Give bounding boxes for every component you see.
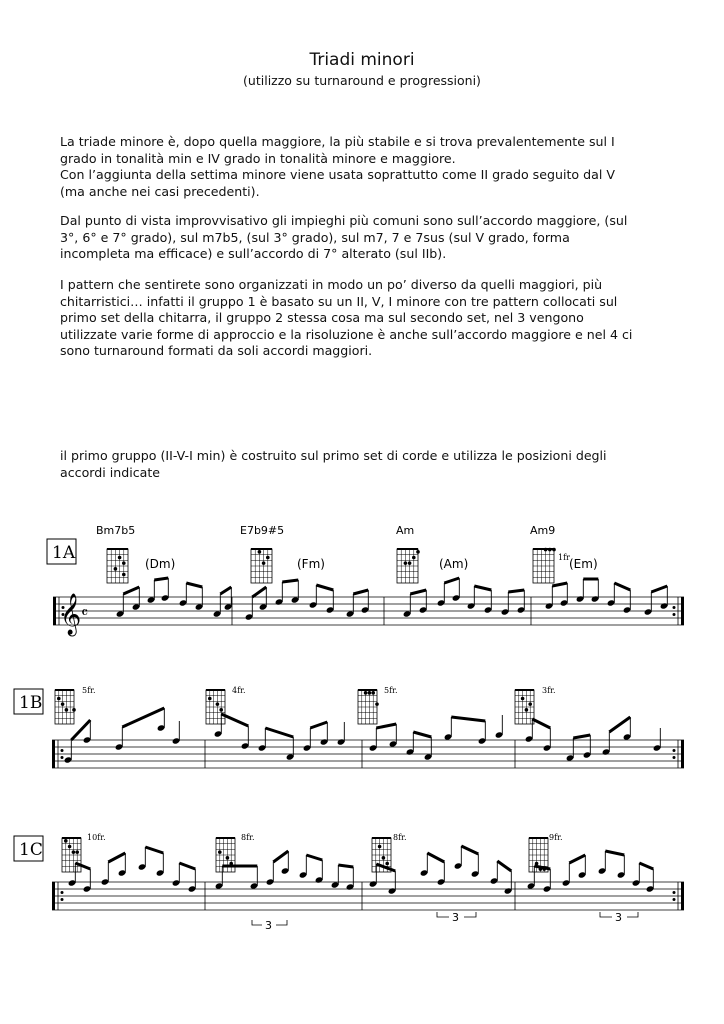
note-beam <box>252 587 266 597</box>
text-line: I pattern che sentirete sono organizzati in modo un po’ diverso da quelli maggiori, più <box>60 277 603 292</box>
text-line: La triade minore è, dopo quella maggiore, la più stabile e si trova prevalentemente sul I <box>60 134 615 149</box>
note-beam <box>376 724 396 728</box>
triad-label: (Fm) <box>297 557 325 571</box>
chord-diagram-dot <box>219 708 223 712</box>
chord-diagram-dot <box>122 573 126 577</box>
repeat-dot <box>61 749 64 752</box>
note-beam <box>451 717 485 721</box>
section-label-1B <box>14 689 43 714</box>
note-beam <box>569 855 585 863</box>
fret-label: 3fr. <box>542 686 556 695</box>
triad-label: (Am) <box>439 557 469 571</box>
repeat-dot <box>673 898 676 901</box>
chord-diagram-dot <box>258 550 262 554</box>
chord-name: Am9 <box>530 524 556 537</box>
note-beam <box>353 590 368 594</box>
text-line: Con l’aggiunta della settima minore viene usata soprattutto come II grado seguito dal V <box>60 167 615 182</box>
repeat-barline <box>681 597 684 625</box>
fret-label: 5fr. <box>82 686 96 695</box>
note-beam <box>639 863 653 869</box>
note-beam <box>427 853 444 862</box>
text-line: il primo gruppo (II-V-I min) è costruito sul primo set di corde e utilizza le posizioni degli <box>60 448 607 463</box>
note-beam <box>532 719 550 728</box>
repeat-dot <box>673 613 676 616</box>
triad-label: (Em) <box>569 557 598 571</box>
text-line: 3°, 6° e 7° grado), sul m7b5, (sul 3° grado), sul m7, 7 e 7sus (sul V grado, forma <box>60 229 570 245</box>
note-beam <box>444 578 459 583</box>
note-beam <box>123 587 139 594</box>
fret-label: 10fr. <box>87 833 106 842</box>
svg-text:1B: 1B <box>19 693 43 713</box>
fret-label: 5fr. <box>384 686 398 695</box>
triad-label: (Dm) <box>145 557 176 571</box>
note-beam <box>413 732 431 737</box>
repeat-dot <box>673 756 676 759</box>
note-beam <box>265 728 293 737</box>
fret-label: 8fr. <box>241 833 255 842</box>
note-beam <box>474 586 491 590</box>
chord-diagram-dot <box>382 856 386 860</box>
chord-diagram-dot <box>118 556 122 560</box>
page-subtitle: (utilizzo su turnaround e progressioni) <box>243 73 481 88</box>
chord-diagram-dot <box>375 702 379 706</box>
note-beam <box>186 583 202 587</box>
note-beam <box>316 585 333 590</box>
tuplet-number: 3 <box>265 919 272 932</box>
repeat-dot <box>61 891 64 894</box>
note-beam <box>282 580 298 582</box>
treble-clef-icon: 𝄞 <box>60 594 82 635</box>
note-beam <box>614 583 630 590</box>
note-beam <box>376 864 395 871</box>
chord-diagram-dot <box>544 548 548 552</box>
note-beam <box>508 590 524 592</box>
section-label-1A <box>47 539 76 564</box>
chord-diagram-dot <box>364 691 368 695</box>
note-beam <box>154 578 168 580</box>
note-beam <box>306 855 322 860</box>
note-beam <box>108 853 125 862</box>
note-beam <box>573 735 590 738</box>
chord-diagram-dot <box>68 845 72 849</box>
note-beam <box>220 587 231 594</box>
chord-diagram-dot <box>266 556 270 560</box>
chord-diagram-dot <box>114 567 118 571</box>
chord-diagram-dot <box>72 850 76 854</box>
note-beam <box>609 717 630 732</box>
text-line: chitarristici… infatti il gruppo 1 è basato su un II, V, I minore con tre pattern collocati sul <box>60 293 618 309</box>
chord-diagram-dot <box>371 691 375 695</box>
chord-diagram-dot <box>528 702 532 706</box>
chord-diagram-dot <box>368 691 372 695</box>
note-beam <box>75 863 90 869</box>
repeat-dot <box>673 749 676 752</box>
text-line: sono turnaround formati da soli accordi maggiori. <box>60 343 373 358</box>
chord-diagram-dot <box>226 856 230 860</box>
chord-diagram-dot <box>122 561 126 565</box>
text-line: utilizzate varie forme di approccio e la risoluzione è anche sull’accordo maggiore e nel 4 ci <box>60 326 633 342</box>
note-beam <box>605 851 624 855</box>
chord-diagram-dot <box>416 550 420 554</box>
repeat-barline <box>681 882 684 910</box>
repeat-dot <box>673 891 676 894</box>
note-beam <box>122 708 164 727</box>
fret-label: 8fr. <box>393 833 407 842</box>
note-beam <box>179 863 195 869</box>
fret-label: 1fr <box>558 553 570 562</box>
note-beam <box>552 583 567 586</box>
section-label-1C <box>14 836 43 861</box>
chord-name: Bm7b5 <box>96 524 136 537</box>
chord-diagram-dot <box>61 702 65 706</box>
fret-label: 4fr. <box>232 686 246 695</box>
chord-diagram-dot <box>218 850 222 854</box>
chord-name: Am <box>396 524 415 537</box>
tuplet-bracket <box>252 912 638 925</box>
repeat-barline <box>52 882 55 910</box>
repeat-dot <box>61 756 64 759</box>
text-line: accordi indicate <box>60 464 161 480</box>
chord-diagram-dot <box>412 556 416 560</box>
text-line: (ma anche nei casi precedenti). <box>60 183 260 199</box>
text-line: Dal punto di vista improvvisativo gli impieghi più comuni sono sull’accordo maggiore, (sul <box>60 213 628 228</box>
repeat-dot <box>61 898 64 901</box>
chord-diagram-dot <box>408 561 412 565</box>
repeat-barline <box>52 740 55 768</box>
note-beam <box>338 865 353 867</box>
note-beam <box>651 586 667 592</box>
repeat-barline <box>53 597 56 625</box>
chord-diagram-dot <box>75 850 79 854</box>
note-beam <box>273 851 288 862</box>
chord-diagram-dot <box>208 697 212 701</box>
text-line: grado in tonalità min e IV grado in tonalità minore e maggiore. <box>60 150 456 166</box>
chord-diagram-dot <box>552 548 556 552</box>
text-line: primo set della chitarra, il gruppo 2 stessa cosa ma sul secondo set, nel 3 vengono <box>60 310 584 325</box>
note-beam <box>497 861 511 871</box>
chord-name: E7b9#5 <box>240 524 285 537</box>
repeat-barline <box>681 740 684 768</box>
chord-diagram-dot <box>525 708 529 712</box>
page-title: Triadi minori <box>309 50 415 70</box>
note-beam <box>310 722 327 728</box>
chord-diagram-dot <box>378 845 382 849</box>
tuplet-number: 3 <box>615 911 622 924</box>
chord-diagram-dot <box>521 697 525 701</box>
chord-diagram-dot <box>262 561 266 565</box>
note-beam <box>410 590 426 594</box>
chord-diagram-dot <box>72 708 76 712</box>
svg-text:1A: 1A <box>52 543 76 563</box>
chord-diagram-dot <box>216 702 220 706</box>
chord-diagram-dot <box>404 561 408 565</box>
repeat-dot <box>673 606 676 609</box>
chord-diagram-dot <box>385 862 389 866</box>
chord-diagram-dot <box>57 697 61 701</box>
chord-diagram-dot <box>65 708 69 712</box>
tuplet-number: 3 <box>452 911 459 924</box>
text-line: incompleta ma efficace) e sull’accordo di 7° alterato (sul IIb). <box>60 246 447 261</box>
note-beam <box>461 846 478 854</box>
note-beam <box>145 847 163 853</box>
common-time-icon: 𝄴 <box>81 603 89 622</box>
fret-label: 9fr. <box>549 833 563 842</box>
chord-diagram-dot <box>64 839 68 843</box>
svg-text:1C: 1C <box>19 840 43 860</box>
chord-diagram-dot <box>548 548 552 552</box>
